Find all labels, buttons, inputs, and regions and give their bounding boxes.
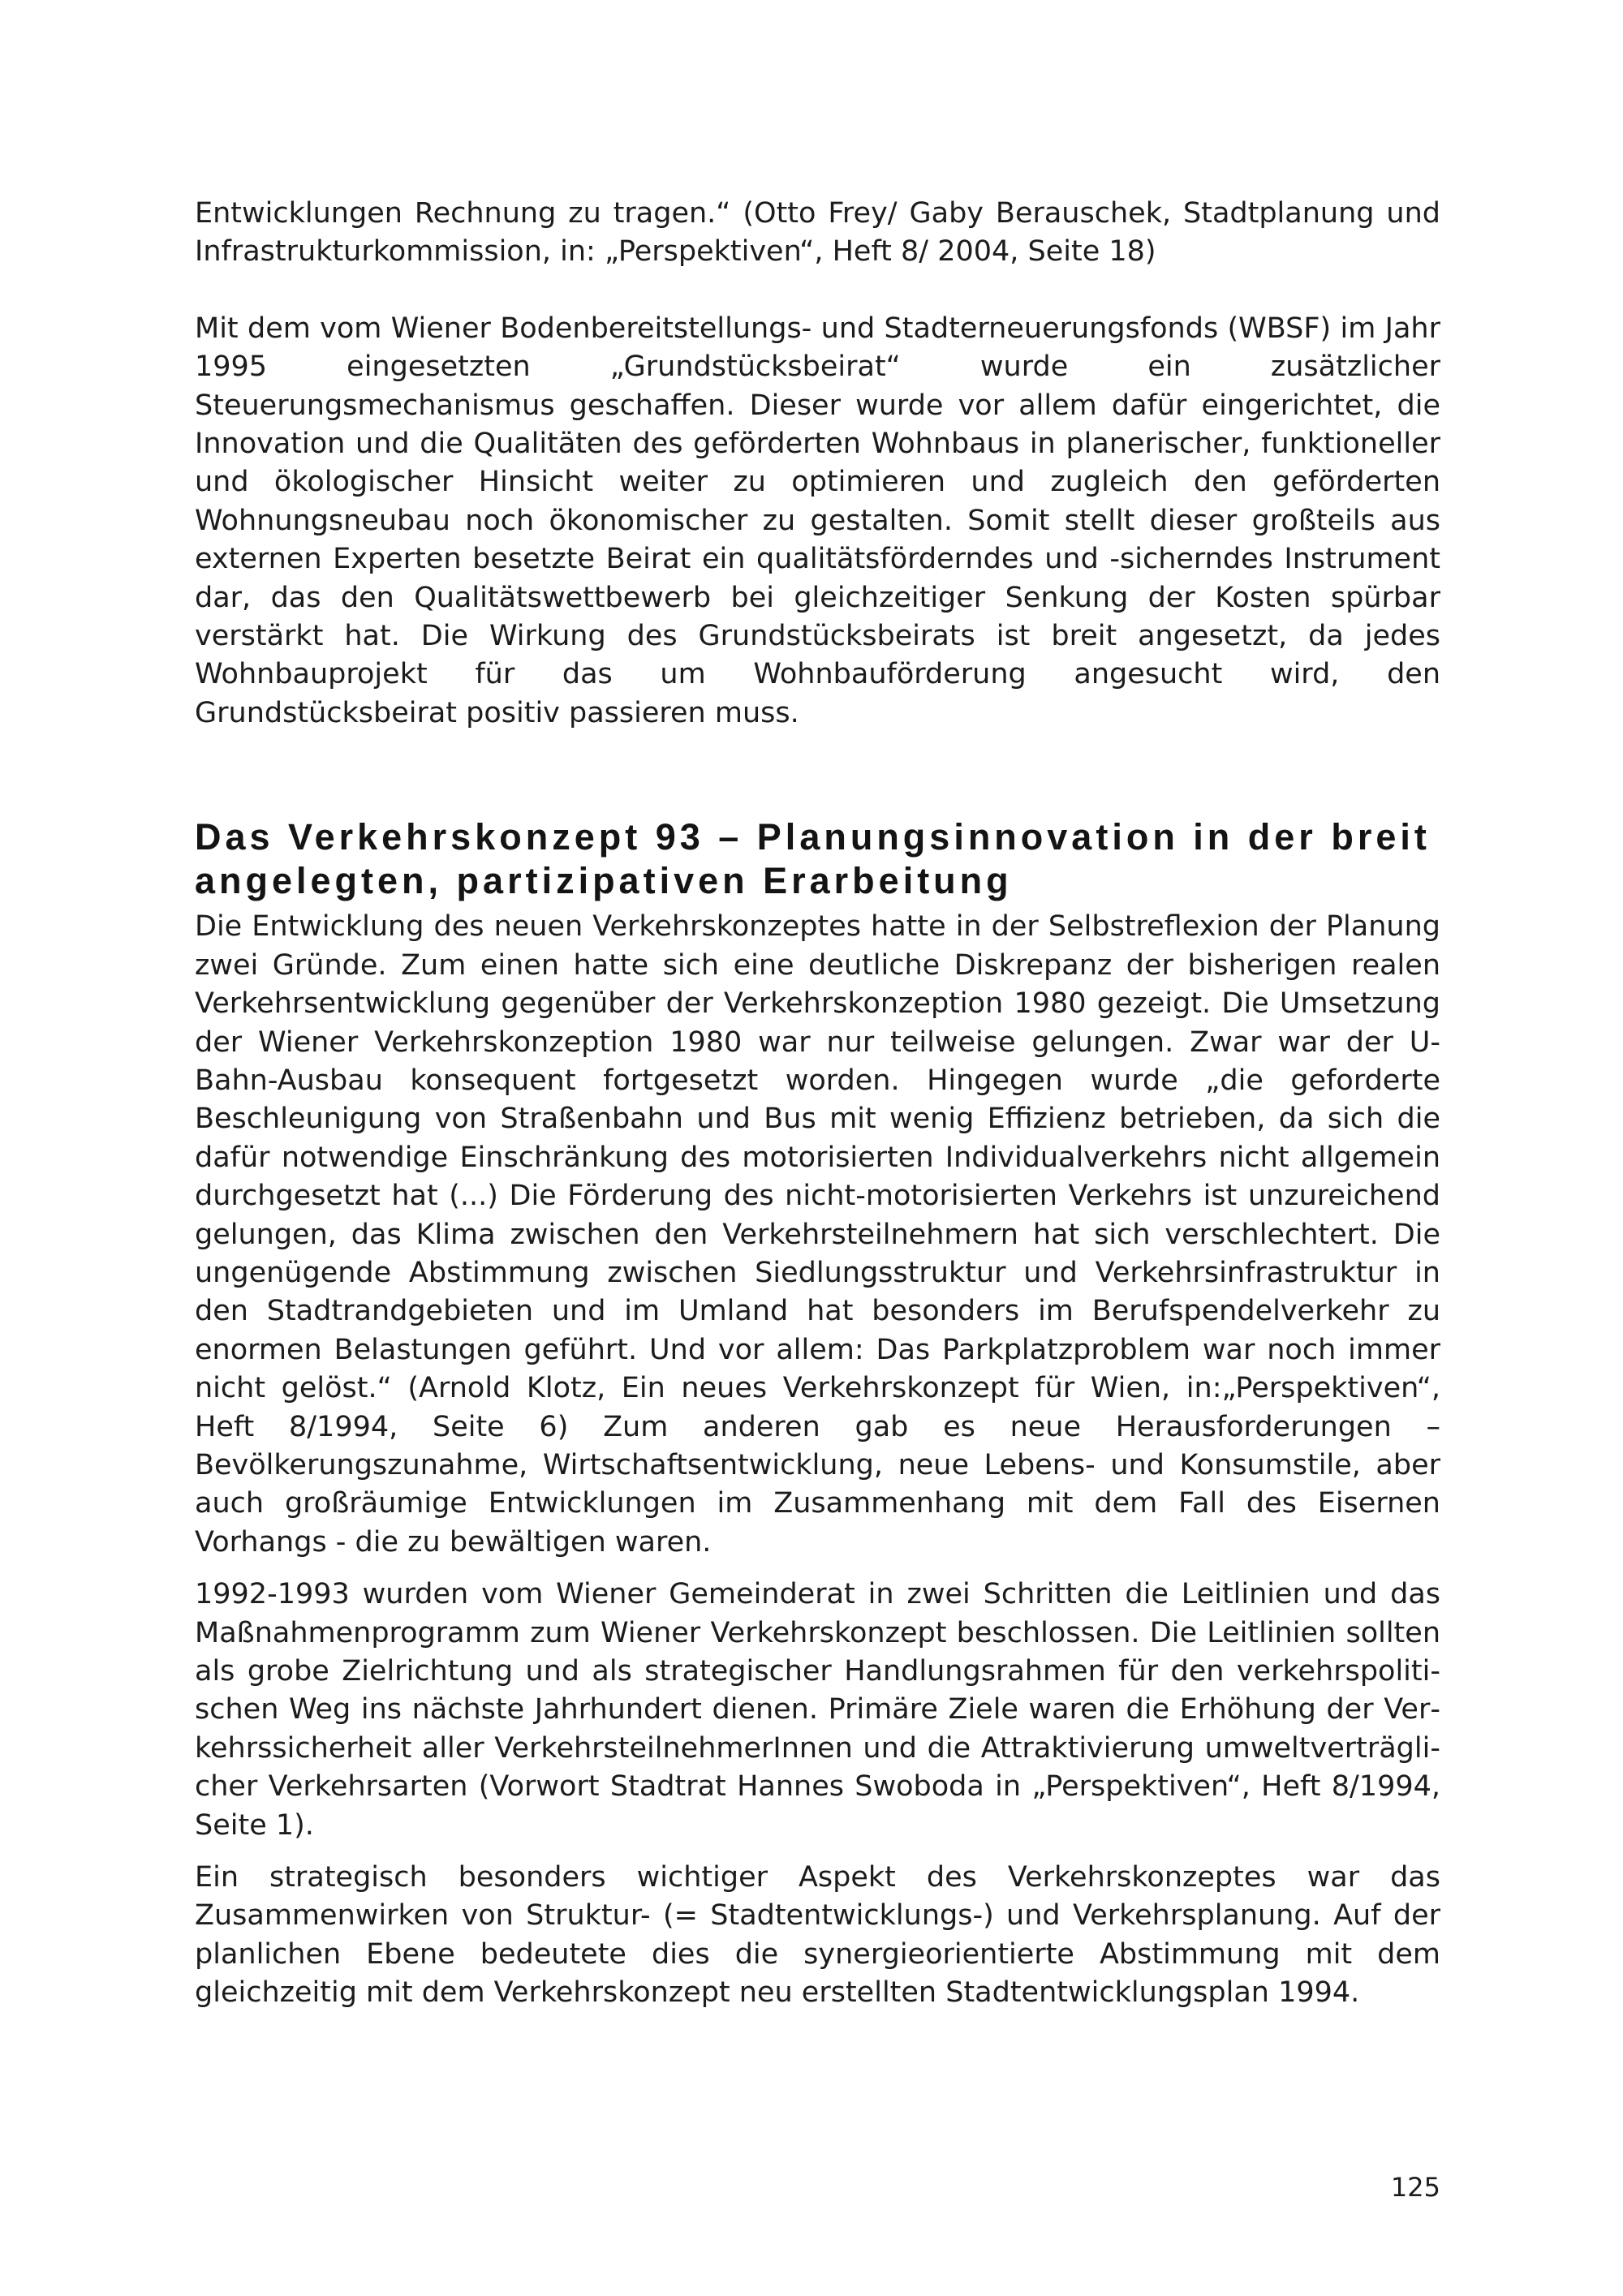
section-heading: Das Verkehrskonzept 93 – Planungsinnovation in der breit angelegten, partizipativen Erarbeitung (195, 816, 1431, 902)
paragraph-grundstuecksbeirat: Mit dem vom Wiener Bodenbereitstellungs- und Stadterneuerungsfonds (WBSF) im Jahr 1995 eingesetzten „Grundstücksbeirat“ wurde ein zusätzlicher Steuerungsmechanismus geschaffen. Dieser wurde vor allem dafür eingerichtet, die Innovation und die Qualitäten des geförderten Wohnbaus in planerischer, funktioneller und ökologischer Hinsicht weiter zu optimieren und zugleich den geförderten Wohnungsneubau noch ökonomischer zu gestalten. Somit stellt dieser großteils aus externen Experten besetzte Beirat ein qualitätsförderndes und -sicherndes Instrument dar, das den Qualitätswettbewerb bei gleichzeitiger Senkung der Kosten spürbar verstärkt hat. Die Wirkung des Grundstücksbeirats ist breit angesetzt, da jedes Wohnbauprojekt für das um Wohnbauförderung angesucht wird, den Grundstücksbeirat positiv passieren muss. (195, 312, 1440, 729)
paragraph-gemeinderat-leitlinien: 1992-1993 wurden vom Wiener Gemeinderat in zwei Schritten die Leitlinien und das Maßnahmenprogramm zum Wiener Verkehrskonzept beschlossen. Die Leitlinien sollten als grobe Zielrichtung und als strategischer Handlungsrahmen für den verkehrspolitischen Weg ins nächste Jahrhundert dienen. Primäre Ziele waren die Erhöhung der Verkehrssicherheit aller VerkehrsteilnehmerInnen und die Attraktivierung umweltverträglicher Verkehrsarten (Vorwort Stadtrat Hannes Swoboda in „Perspektiven“, Heft 8/1994, Seite 1). (195, 1578, 1440, 1842)
paragraph-citation-continuation: Entwicklungen Rechnung zu tragen.“ (Otto Frey/ Gaby Berauschek, Stadtplanung und Infrastrukturkommission, in: „Perspektiven“, Heft 8/ 2004, Seite 18) (195, 197, 1440, 269)
page-number: 125 (1390, 2172, 1440, 2203)
document-page (195, 195, 1440, 2013)
paragraph-strategic-aspect: Ein strategisch besonders wichtiger Aspekt des Verkehrskonzeptes war das Zusammenwirken von Struktur- (= Stadtentwicklungs-) und Verkehrsplanung. Auf der planlichen Ebene bedeutete dies die synergieorientierte Abstimmung mit dem gleichzeitig mit dem Verkehrskonzept neu erstellten Stadtentwicklungsplan 1994. (195, 1861, 1440, 2010)
paragraph-verkehrskonzept-reasons: Die Entwicklung des neuen Verkehrskonzeptes hatte in der Selbstreflexion der Planung zwei Gründe. Zum einen hatte sich eine deutliche Diskrepanz der bisherigen realen Verkehrsentwicklung gegenüber der Verkehrskonzeption 1980 gezeigt. Die Umsetzung der Wiener Verkehrskonzeption 1980 war nur teilweise gelungen. Zwar war der U-Bahn-Ausbau konsequent fortgesetzt worden. Hingegen wurde „die geforderte Beschleunigung von Straßenbahn und Bus mit wenig Effizienz betrieben, da sich die dafür notwendige Einschränkung des motorisierten Individualverkehrs nicht allgemein durchgesetzt hat (...) Die Förderung des nicht-motorisierten Verkehrs ist unzureichend gelungen, das Klima zwischen den Verkehrsteilnehmern hat sich verschlechtert. Die ungenügende Abstimmung zwischen Siedlungsstruktur und Verkehrsinfrastruktur in den Stadtrandgebieten und im Umland hat besonders im Berufspendelverkehr zu enormen Belastungen geführt. Und vor allem: Das Parkplatzproblem war noch immer nicht gelöst.“ (Arnold Klotz, Ein neues Verkehrskonzept für Wien, in:„Perspektiven“, Heft 8/1994, Seite 6) Zum anderen gab es neue Herausforderungen – Bevölkerungszunahme, Wirtschaftsentwicklung, neue Lebens- und Konsumstile, aber auch großräumige Entwicklungen im Zusammenhang mit dem Fall des Eisernen Vorhangs - die zu bewältigen waren. (195, 910, 1440, 1559)
